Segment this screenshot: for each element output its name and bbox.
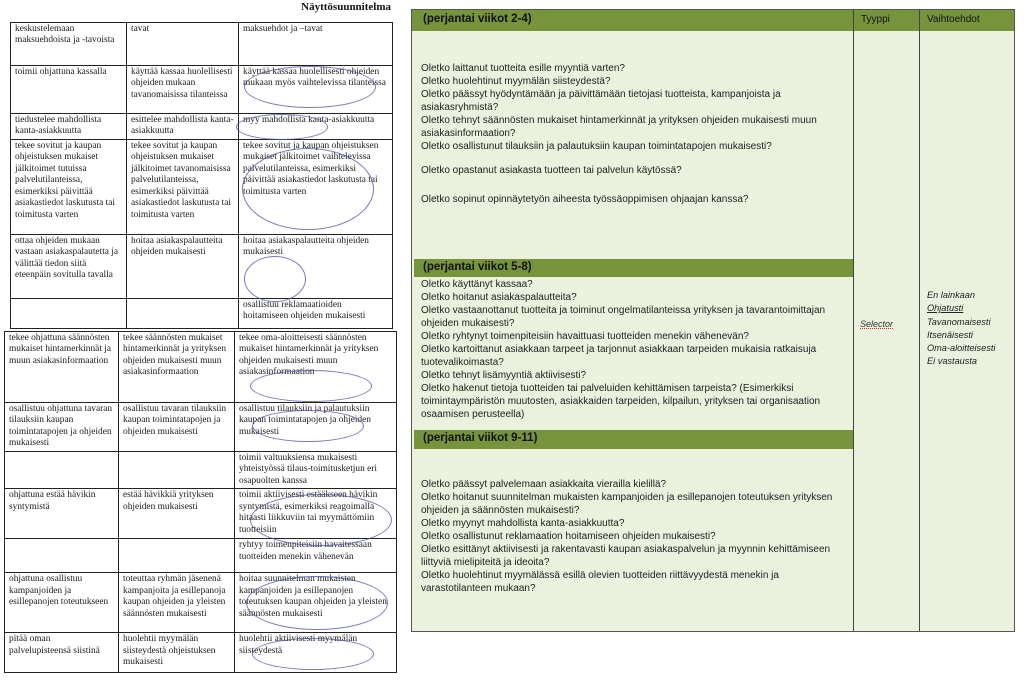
table-cell: [5, 451, 119, 488]
table-row: [11, 234, 393, 298]
pen-circle: [242, 148, 374, 230]
question-item: Oletko hoitanut suunnitelman mukaisten kampanjoiden ja esillepanojen toteutuksen yrityksen ohjeiden ja säännösten mukaisesti?: [421, 492, 833, 516]
table-cell: tekee säännösten mukaiset hintamerkinnät ja yrityksen ohjeiden mukaisesti muun asiakasinformaation: [119, 332, 235, 403]
pen-circle: [236, 114, 328, 140]
question-item: Oletko käyttänyt kassaa?: [421, 279, 533, 290]
table-cell: [5, 539, 119, 573]
question-item: Oletko myynyt mahdollista kanta-asiakkuutta?: [421, 518, 625, 529]
table-cell: toteuttaa ryhmän jäsenenä kampanjoita ja esillepanoja kaupan ohjeiden ja yleisten säännösten mukaisesti: [119, 573, 235, 633]
column-header-type: Tyyppi: [861, 14, 890, 25]
table-row: [5, 451, 397, 488]
pen-circle: [244, 66, 376, 108]
column-divider: [853, 10, 854, 631]
table-cell: toimii ohjattuna kassalla: [11, 66, 127, 114]
table-cell: tekee sovitut ja kaupan ohjeistuksen mukaiset jälkitoimet tutuissa palvelutilanteissa, esimerkiksi päivittää asiakastiedot laskutusta tai toimitusta varten: [11, 139, 127, 234]
answer-option[interactable]: Ei vastausta: [927, 356, 978, 367]
answer-options-list: [927, 289, 995, 369]
answer-type[interactable]: Selector: [860, 319, 894, 329]
pen-circle: [244, 256, 306, 302]
table-cell: tekee ohjattuna säännösten mukaiset hintamerkinnät ja muun asiakasinformaation: [5, 332, 119, 403]
table-cell: osallistuu tavaran tilauksiin kaupan toimintatapojen ja ohjeiden mukaisesti: [119, 403, 235, 452]
question-item: Oletko sopinut opinnäytetyön aiheesta työssäoppimisen ohjaajan kanssa?: [421, 194, 749, 205]
question-item: Oletko ryhtynyt toimenpiteisiin havaittuasi tuotteiden menekin vähenevän?: [421, 331, 749, 342]
table-cell: hoitaa asiakaspalautteita ohjeiden mukaisesti: [239, 234, 393, 298]
question-item: Oletko tehnyt lisämyyntiä aktiivisesti?: [421, 370, 587, 381]
scanned-document: [0, 0, 405, 683]
question-item: Oletko huolehtinut myymälän siisteydestä?: [421, 76, 611, 87]
question-list: [421, 278, 851, 421]
table-cell: huolehtii myymälän siisteydestä ohjeistuksen mukaisesti: [119, 633, 235, 673]
table-cell: [11, 298, 127, 328]
table-cell: osallistuu tilauksiin ja palautuksiin kaupan toimintatapojen ja ohjeiden mukaisesti: [235, 403, 397, 452]
question-item: Oletko tehnyt säännösten mukaiset hintamerkinnät ja yrityksen ohjeiden mukaisesti muun asiakasinformaation?: [421, 115, 817, 139]
question-item: Oletko vastaanottanut tuotteita ja toiminut ongelmatilanteissa yrityksen ja tavarantoimittajan ohjeiden mukaisesti?: [421, 305, 826, 329]
pen-circle: [250, 494, 392, 546]
table-cell: tavat: [127, 23, 239, 66]
table-cell: tiedustelee mahdollista kanta-asiakkuutta: [11, 114, 127, 140]
table-cell: toimii aktiivisesti estääkseen hävikin syntymistä, esimerkiksi reagoimalla hitaasti liikkuviin tai myymättömiin tuotteisiin: [235, 489, 397, 539]
pen-circle: [246, 576, 388, 630]
question-item: Oletko esittänyt aktiivisesti ja rakentavasti kaupan asiakaspalvelun ja myynnin kehittämiseen liittyviä mielipiteitä ja ideoita?: [421, 544, 831, 568]
table-cell: osallistuu ohjattuna tavaran tilauksiin kaupan toimintatapojen ja ohjeiden mukaisesti: [5, 403, 119, 452]
question-item: Oletko hoitanut asiakaspalautteita?: [421, 292, 577, 303]
table-cell: tekee oma-aloitteisesti säännösten mukaiset hintamerkinnät ja yrityksen ohjeiden mukaisesti muun asiakasinformaation: [235, 332, 397, 403]
table-cell: tekee sovitut ja kaupan ohjeistuksen mukaiset jälkitoimet tavanomaisissa palvelutilanteissa, esimerkiksi päivittää asiakastiedot laskutusta tai toimitusta varten: [127, 139, 239, 234]
section-title: (perjantai viikot 2-4): [423, 13, 532, 25]
table-cell: keskustelemaan maksuehdoista ja -tavoista: [11, 23, 127, 66]
question-item: Oletko huolehtinut myymälässä esillä olevien tuotteiden riittävyydestä menekin ja varastotilanteen mukaan?: [421, 570, 779, 594]
question-item: Oletko päässyt palvelemaan asiakkaita vierailla kielillä?: [421, 479, 667, 490]
column-divider: [919, 10, 920, 631]
table-cell: estää hävikkiä yrityksen ohjeiden mukaisesti: [119, 489, 235, 539]
table-cell: myy mahdollista kanta-asiakkuutta: [239, 114, 393, 140]
answer-option[interactable]: Ohjatusti: [927, 303, 964, 314]
question-list: [421, 62, 849, 206]
pen-circle: [252, 638, 374, 670]
table-cell: tekee sovitut ja kaupan ohjeistuksen mukaiset jälkitoimet vaihtelevissa palvelutilanteissa, esimerkiksi päivittää asiakastiedot laskutusta tai toimitusta varten: [239, 139, 393, 234]
column-header-options: Vaihtoehdot: [927, 14, 980, 25]
table-cell: osallistuu reklamaatioiden hoitamiseen ohjeiden mukaisesti: [239, 298, 393, 328]
section-title: (perjantai viikot 5-8): [423, 261, 532, 273]
table-cell: pitää oman palvelupisteensä siistinä: [5, 633, 119, 673]
table-cell: ohjattuna osallistuu kampanjoiden ja esillepanojen toteutukseen: [5, 573, 119, 633]
table-row: [11, 23, 393, 66]
table-row: [11, 298, 393, 328]
question-item: Oletko päässyt hyödyntämään ja päivittämään tietojasi tuotteista, kampanjoista ja asiakasryhmistä?: [421, 89, 781, 113]
question-item: Oletko osallistunut tilauksiin ja palautuksiin kaupan toimintatapojen mukaisesti?: [421, 141, 772, 152]
question-list: [421, 478, 849, 595]
question-form: [411, 9, 1015, 632]
pen-circle: [252, 410, 364, 442]
table-cell: ottaa ohjeiden mukaan vastaan asiakaspalautetta ja välittää tiedon siitä eteenpäin sovitulla tavalla: [11, 234, 127, 298]
answer-option[interactable]: Oma-aloitteisesti: [927, 343, 996, 354]
table-row: [11, 114, 393, 140]
document-title: Näyttösuunnitelma: [301, 1, 391, 13]
question-item: Oletko opastanut asiakasta tuotteen tai palvelun käytössä?: [421, 165, 682, 176]
question-item: Oletko hakenut tietoja tuotteiden tai palveluiden kehittämisen tarpeista? (Esimerkiksi toimintaympäristön muutosten, asiakkaiden tarpeiden, kilpailun, yrityksen tai organisaation osaamisen perusteella): [421, 383, 821, 420]
section-title: (perjantai viikot 9-11): [423, 432, 538, 444]
answer-option[interactable]: Tavanomaisesti: [927, 316, 991, 327]
table-cell: ohjattuna estää hävikin syntymistä: [5, 489, 119, 539]
table-cell: [119, 539, 235, 573]
table-cell: maksuehdot ja –tavat: [239, 23, 393, 66]
question-item: Oletko osallistunut reklamaation hoitamiseen ohjeiden mukaisesti?: [421, 531, 716, 542]
table-cell: esittelee mahdollista kanta-asiakkuutta: [127, 114, 239, 140]
table-cell: käyttää kassaa huolellisesti ohjeiden mukaan myös vaihtelevissa tilanteissa: [239, 66, 393, 114]
table-cell: [127, 298, 239, 328]
question-item: Oletko kartoittanut asiakkaan tarpeet ja tarjonnut asiakkaan tarpeiden mukaisia ratkaisuja tuotevalikoimasta?: [421, 344, 817, 368]
question-item: Oletko laittanut tuotteita esille myyntiä varten?: [421, 63, 625, 74]
table-cell: huolehtii aktiivisesti myymälän siisteydestä: [235, 633, 397, 673]
pen-circle: [250, 370, 372, 402]
table-cell: hoitaa asiakaspalautteita ohjeiden mukaisesti: [127, 234, 239, 298]
answer-option[interactable]: Itsenäisesti: [927, 329, 973, 340]
table-cell: [119, 451, 235, 488]
answer-option[interactable]: En lainkaan: [927, 290, 976, 300]
table-cell: käyttää kassaa huolellisesti ohjeiden mukaan tavanomaisissa tilanteissa: [127, 66, 239, 114]
table-cell: hoitaa suunnitelman mukaisten kampanjoiden ja esillepanojen toteutuksen kaupan ohjeiden ja yleisten säännösten mukaisesti: [235, 573, 397, 633]
table-cell: ryhtyy toimenpiteisiin havaitessaan tuotteiden menekin vähenevän: [235, 539, 397, 573]
table-cell: toimii valtuuksiensa mukaisesti yhteistyössä tilaus-toimitusketjun eri osapuolten kanssa: [235, 451, 397, 488]
